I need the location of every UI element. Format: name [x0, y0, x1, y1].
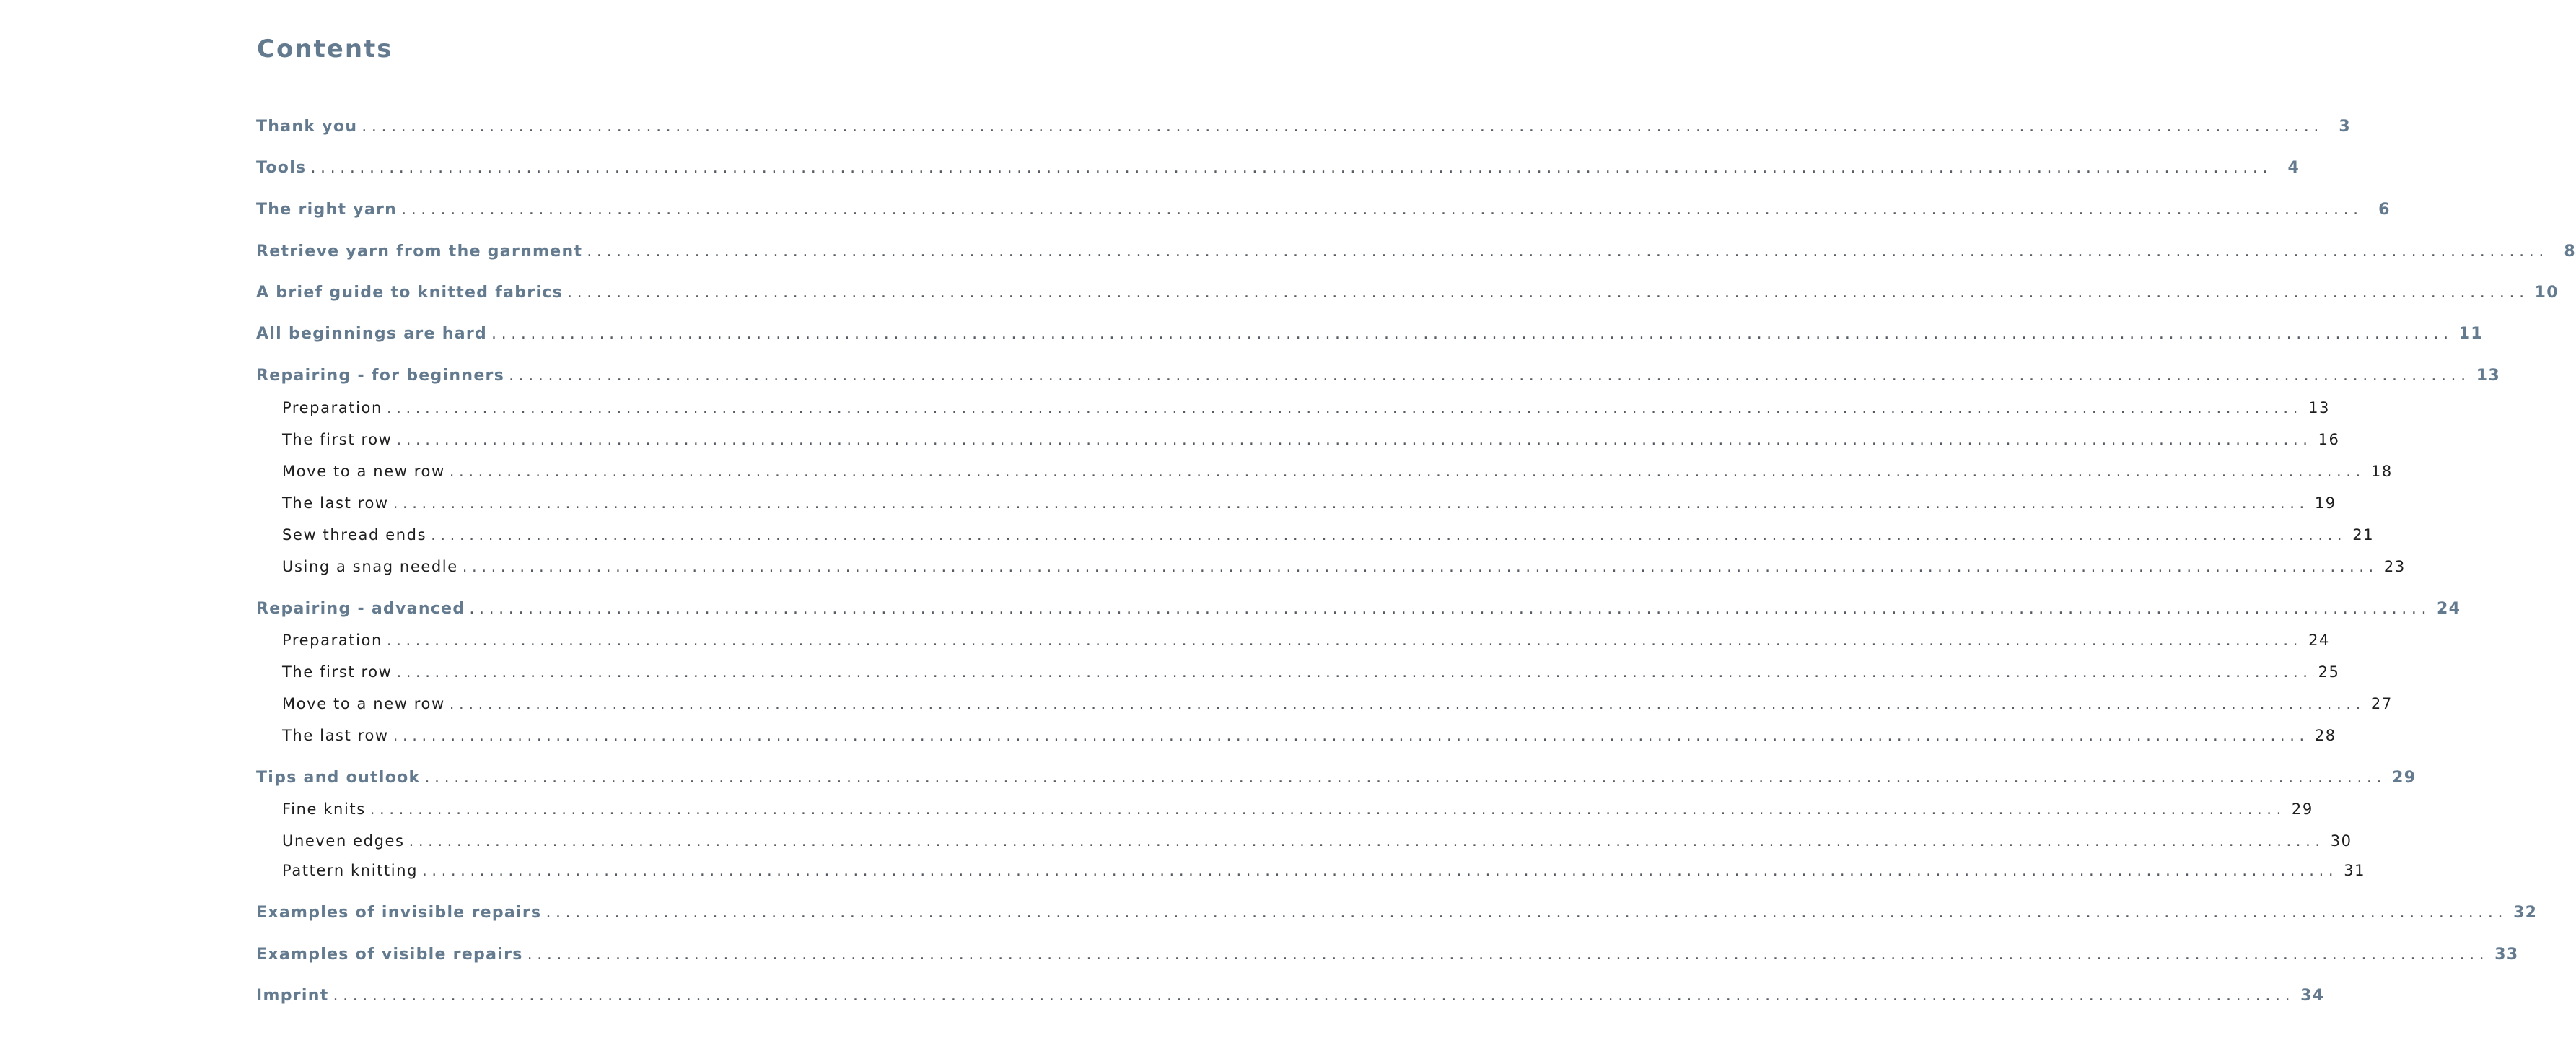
dot-leader: ........................................................................................................................................................................................................: [401, 200, 2363, 219]
toc-entry[interactable]: [256, 858, 2366, 883]
toc-entry-label: Repairing - advanced: [256, 599, 465, 618]
toc-entry-page-number: 23: [2383, 558, 2406, 575]
dot-leader: ........................................................................................................................................................................................................: [396, 431, 2313, 448]
dot-leader: ........................................................................................................................................................................................................: [386, 399, 2303, 416]
toc-entry-page-number: 33: [2494, 945, 2519, 964]
toc-entry[interactable]: [256, 983, 2325, 1008]
dot-leader: ........................................................................................................................................................................................................: [587, 242, 2549, 261]
toc-entry[interactable]: [256, 660, 2340, 684]
toc-entry-page-number: 13: [2308, 399, 2330, 416]
toc-entry[interactable]: [256, 942, 2519, 966]
toc-entry-page-number: 34: [2300, 986, 2325, 1005]
dot-leader: ........................................................................................................................................................................................................: [408, 832, 2325, 850]
toc-entry-page-number: 6: [2378, 200, 2391, 219]
toc-entry[interactable]: [256, 797, 2313, 821]
toc-entry-label: Preparation: [282, 399, 382, 416]
toc-entry[interactable]: [256, 155, 2300, 180]
toc-entry[interactable]: [256, 723, 2336, 748]
toc-entry-label: The first row: [282, 663, 393, 681]
dot-leader: ........................................................................................................................................................................................................: [396, 663, 2313, 681]
toc-entry-page-number: 10: [2534, 283, 2559, 302]
toc-entry[interactable]: [256, 363, 2500, 388]
dot-leader: ........................................................................................................................................................................................................: [546, 903, 2508, 922]
toc-entry-page-number: 3: [2339, 117, 2351, 136]
toc-entry-label: Examples of invisible repairs: [256, 903, 542, 922]
toc-entry-page-number: 11: [2458, 324, 2483, 343]
toc-entry-page-number: 31: [2344, 862, 2366, 879]
toc-entry-page-number: 29: [2392, 768, 2417, 787]
toc-entry-page-number: 28: [2314, 727, 2336, 744]
page-title: Contents: [257, 35, 393, 64]
dot-leader: ........................................................................................................................................................................................................: [386, 632, 2303, 649]
toc-entry[interactable]: [256, 427, 2340, 452]
dot-leader: ........................................................................................................................................................................................................: [527, 945, 2489, 964]
dot-leader: ........................................................................................................................................................................................................: [509, 366, 2471, 385]
dot-leader: ........................................................................................................................................................................................................: [393, 727, 2309, 744]
toc-entry-label: Pattern knitting: [282, 862, 419, 879]
toc-entry-label: The last row: [282, 494, 389, 512]
toc-entry-label: A brief guide to knitted fabrics: [256, 283, 564, 302]
toc-entry[interactable]: [256, 596, 2461, 621]
toc-entry-label: The last row: [282, 727, 389, 744]
toc-entry-page-number: 19: [2314, 494, 2336, 512]
toc-entry[interactable]: [256, 691, 2393, 716]
dot-leader: ........................................................................................................................................................................................................: [393, 494, 2309, 512]
toc-entry[interactable]: [256, 554, 2406, 579]
toc-entry-page-number: 13: [2476, 366, 2500, 385]
toc-entry-label: Sew thread ends: [282, 526, 427, 544]
toc-entry-label: Tools: [256, 158, 307, 177]
toc-entry-label: Imprint: [256, 986, 329, 1005]
toc-entry[interactable]: [256, 239, 2576, 263]
toc-entry[interactable]: [256, 523, 2375, 547]
toc-entry-label: The right yarn: [256, 200, 398, 219]
toc-entry-label: All beginnings are hard: [256, 324, 488, 343]
dot-leader: ........................................................................................................................................................................................................: [431, 526, 2347, 544]
toc-entry[interactable]: [256, 459, 2393, 484]
dot-leader: ........................................................................................................................................................................................................: [422, 862, 2339, 879]
table-of-contents: [256, 0, 2576, 1043]
dot-leader: ........................................................................................................................................................................................................: [491, 324, 2453, 343]
toc-entry-page-number: 30: [2330, 832, 2352, 850]
toc-entry[interactable]: [256, 396, 2330, 420]
dot-leader: ........................................................................................................................................................................................................: [462, 558, 2378, 575]
toc-entry-label: Move to a new row: [282, 695, 445, 712]
toc-entry[interactable]: [256, 900, 2538, 925]
toc-entry-label: The first row: [282, 431, 393, 448]
contents-page: [256, 0, 2576, 1043]
dot-leader: ........................................................................................................................................................................................................: [567, 283, 2529, 302]
toc-entry[interactable]: [256, 829, 2352, 853]
toc-entry-label: Move to a new row: [282, 463, 445, 480]
toc-entry[interactable]: [256, 491, 2336, 515]
toc-entry-page-number: 8: [2564, 242, 2576, 261]
dot-leader: ........................................................................................................................................................................................................: [469, 599, 2432, 618]
toc-entry-label: Using a snag needle: [282, 558, 458, 575]
toc-entry[interactable]: [256, 765, 2417, 790]
toc-entry-page-number: 24: [2437, 599, 2461, 618]
toc-entry[interactable]: [256, 114, 2351, 139]
dot-leader: ........................................................................................................................................................................................................: [362, 117, 2323, 136]
toc-entry-page-number: 21: [2352, 526, 2375, 544]
dot-leader: ........................................................................................................................................................................................................: [310, 158, 2273, 177]
dot-leader: ........................................................................................................................................................................................................: [424, 768, 2387, 787]
dot-leader: ........................................................................................................................................................................................................: [333, 986, 2295, 1005]
toc-entry-page-number: 18: [2370, 463, 2393, 480]
toc-entry-label: Tips and outlook: [256, 768, 421, 787]
toc-entry[interactable]: [256, 197, 2391, 222]
toc-entry[interactable]: [256, 628, 2330, 653]
toc-entry[interactable]: [256, 321, 2483, 346]
toc-entry-page-number: 32: [2513, 903, 2538, 922]
dot-leader: ........................................................................................................................................................................................................: [369, 800, 2286, 818]
toc-entry-page-number: 16: [2318, 431, 2340, 448]
toc-entry-page-number: 25: [2318, 663, 2340, 681]
toc-entry-page-number: 4: [2287, 158, 2300, 177]
dot-leader: ........................................................................................................................................................................................................: [449, 463, 2365, 480]
toc-entry-label: Examples of visible repairs: [256, 945, 523, 964]
toc-entry-label: Retrieve yarn from the garnment: [256, 242, 583, 261]
toc-entry-label: Preparation: [282, 632, 382, 649]
toc-entry-page-number: 27: [2370, 695, 2393, 712]
toc-entry-page-number: 24: [2308, 632, 2330, 649]
toc-entry-label: Repairing - for beginners: [256, 366, 505, 385]
dot-leader: ........................................................................................................................................................................................................: [449, 695, 2365, 712]
toc-entry-label: Uneven edges: [282, 832, 405, 850]
toc-entry-label: Fine knits: [282, 800, 366, 818]
toc-entry-label: Thank you: [256, 117, 358, 136]
toc-entry-page-number: 29: [2291, 800, 2313, 818]
toc-entry[interactable]: [256, 280, 2559, 305]
